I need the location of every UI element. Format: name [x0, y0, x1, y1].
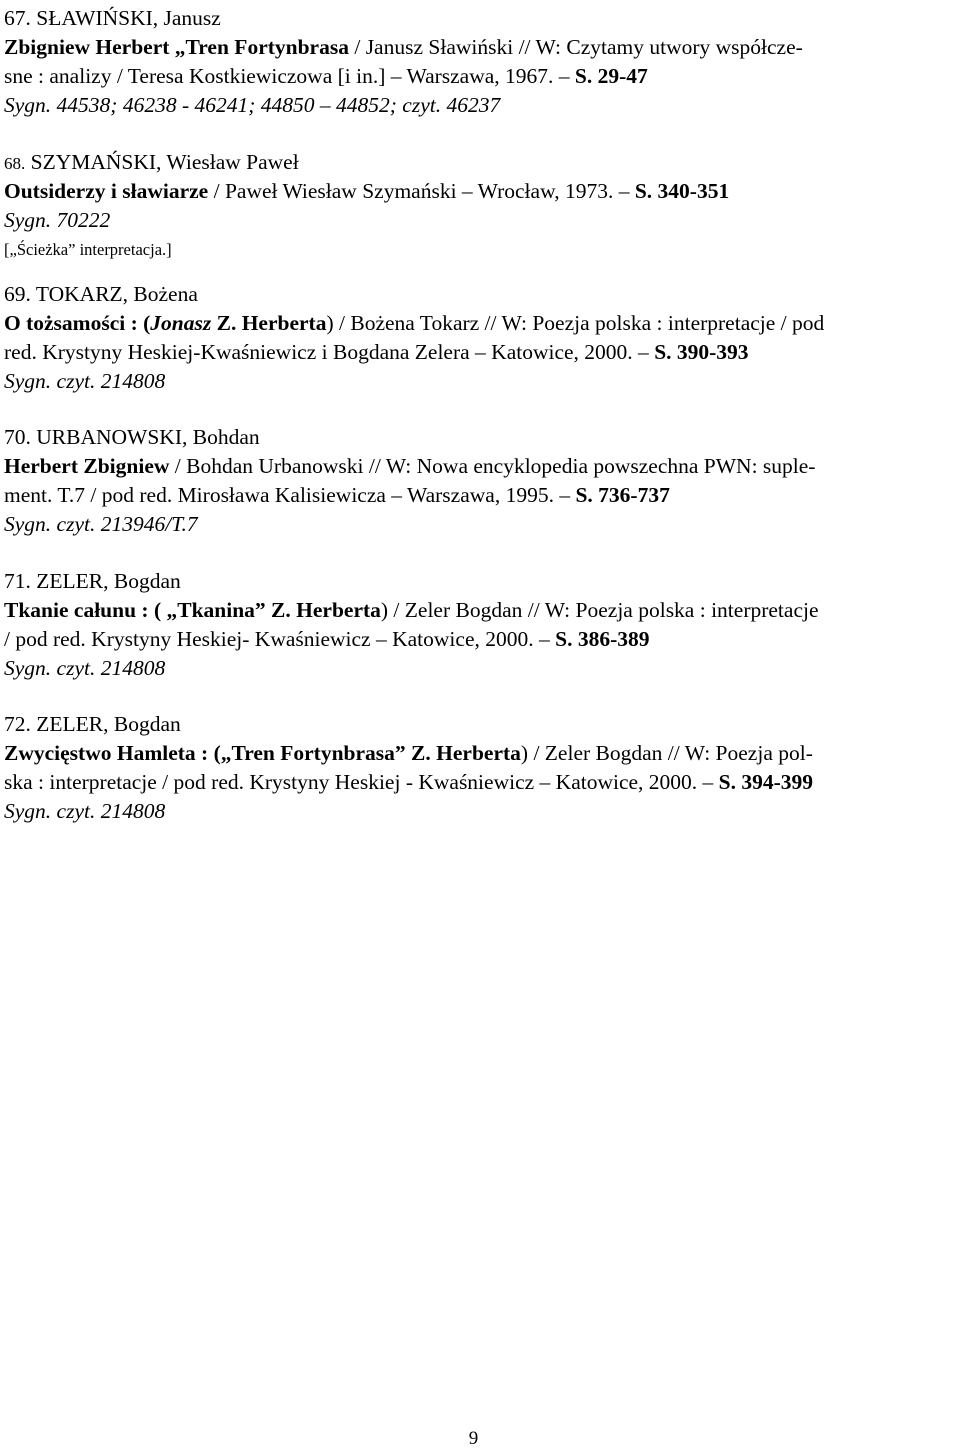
entry-signature-text: Sygn. czyt. 214808 [4, 656, 166, 680]
entry-signature-text: Sygn. 44538; 46238 - 46241; 44850 – 44852; czyt. 46237 [4, 93, 501, 117]
entry-author: SŁAWIŃSKI, Janusz [36, 6, 221, 30]
entry-pages: S. 29-47 [574, 64, 648, 88]
entry-publication: ska : interpretacje / pod red. Krystyny Heskiej - Kwaśniewicz – Katowice, 2000. – [4, 770, 719, 794]
page-number: 9 [468, 1428, 479, 1449]
entry-publication: red. Krystyny Heskiej-Kwaśniewicz i Bogdana Zelera – Katowice, 2000. – [4, 340, 655, 364]
bibliography-entry-69 [4, 280, 960, 396]
entry-publication-line [4, 625, 960, 654]
entry-title-part: O tożsamości : ( [4, 311, 151, 335]
bibliography-entry-67 [4, 4, 960, 120]
entry-title-line [4, 33, 960, 62]
entry-signature [4, 654, 960, 683]
entry-description: / Bohdan Urbanowski // W: Nowa encyklopedia powszechna PWN: suple- [169, 454, 816, 478]
entry-note: [„Ścieżka” interpretacja.] [4, 240, 172, 259]
entry-author: URBANOWSKI, Bohdan [36, 425, 260, 449]
entry-title: Zwycięstwo Hamleta : („Tren Fortynbrasa” Z. Herberta [4, 741, 521, 765]
entry-author: ZELER, Bogdan [36, 712, 181, 736]
entry-publication: / pod red. Krystyny Heskiej- Kwaśniewicz – Katowice, 2000. – [4, 627, 556, 651]
entry-signature [4, 797, 960, 826]
entry-signature [4, 367, 960, 396]
entry-publication-line [4, 338, 960, 367]
entry-signature [4, 206, 960, 235]
entry-description: ) / Zeler Bogdan // W: Poezja polska : interpretacje [380, 598, 819, 622]
entry-number: 69. [4, 282, 31, 306]
entry-heading [4, 567, 960, 596]
entry-number: 71. [4, 569, 31, 593]
entry-publication: ment. T.7 / pod red. Mirosława Kalisiewicza – Warszawa, 1995. – [4, 483, 576, 507]
entry-signature-text: Sygn. czyt. 214808 [4, 369, 166, 393]
entry-title: Herbert Zbigniew [4, 454, 170, 478]
entry-title-line [4, 309, 960, 338]
entry-signature [4, 510, 960, 539]
entry-title: Outsiderzy i sławiarze [4, 179, 209, 203]
entry-heading [4, 4, 960, 33]
entry-title: Tkanie całunu : ( „Tkanina” Z. Herberta [4, 598, 381, 622]
entry-title-line [4, 452, 960, 481]
bibliography-entry-71 [4, 567, 960, 683]
entry-number: 70. [4, 425, 31, 449]
entry-publication-line [4, 481, 960, 510]
entry-title-part: Z. Herberta [211, 311, 327, 335]
entry-publication-line [4, 62, 960, 91]
entry-signature-text: Sygn. czyt. 214808 [4, 799, 166, 823]
entry-signature-text: Sygn. czyt. 213946/T.7 [4, 512, 198, 536]
entry-title-italic: Jonasz [150, 311, 212, 335]
entry-number: 67. [4, 6, 31, 30]
entry-title-line [4, 177, 960, 206]
entry-description: ) / Bożena Tokarz // W: Poezja polska : interpretacje / pod [326, 311, 825, 335]
entry-pages: S. 386-389 [555, 627, 650, 651]
entry-description: ) / Zeler Bogdan // W: Poezja pol- [520, 741, 813, 765]
entry-author: TOKARZ, Bożena [35, 282, 198, 306]
entry-signature [4, 91, 960, 120]
entry-title: Zbigniew Herbert „Tren Fortynbrasa [4, 35, 349, 59]
entry-heading [4, 280, 960, 309]
entry-description: / Paweł Wiesław Szymański – Wrocław, 1973. – [208, 179, 635, 203]
entry-description: / Janusz Sławiński // W: Czytamy utwory współcze- [348, 35, 803, 59]
entry-pages: S. 394-399 [718, 770, 814, 794]
entry-number: 68. [4, 154, 26, 173]
bibliography-entry-70 [4, 423, 960, 539]
entry-publication-line [4, 768, 960, 797]
entry-title [4, 311, 326, 335]
bibliography-entry-72 [4, 710, 960, 826]
bibliography-entry-68 [4, 148, 960, 264]
entry-number: 72. [4, 712, 31, 736]
entry-pages: S. 736-737 [575, 483, 670, 507]
entry-pages: S. 340-351 [634, 179, 730, 203]
entry-pages: S. 390-393 [654, 340, 749, 364]
entry-heading [4, 148, 960, 177]
entry-author: SZYMAŃSKI, Wiesław Paweł [30, 150, 299, 174]
entry-heading [4, 423, 960, 452]
entry-signature-text: Sygn. 70222 [4, 208, 111, 232]
entry-publication: sne : analizy / Teresa Kostkiewiczowa [i in.] – Warszawa, 1967. – [4, 64, 575, 88]
entry-author: ZELER, Bogdan [36, 569, 181, 593]
entry-title-line [4, 739, 960, 768]
entry-heading [4, 710, 960, 739]
entry-title-line [4, 596, 960, 625]
